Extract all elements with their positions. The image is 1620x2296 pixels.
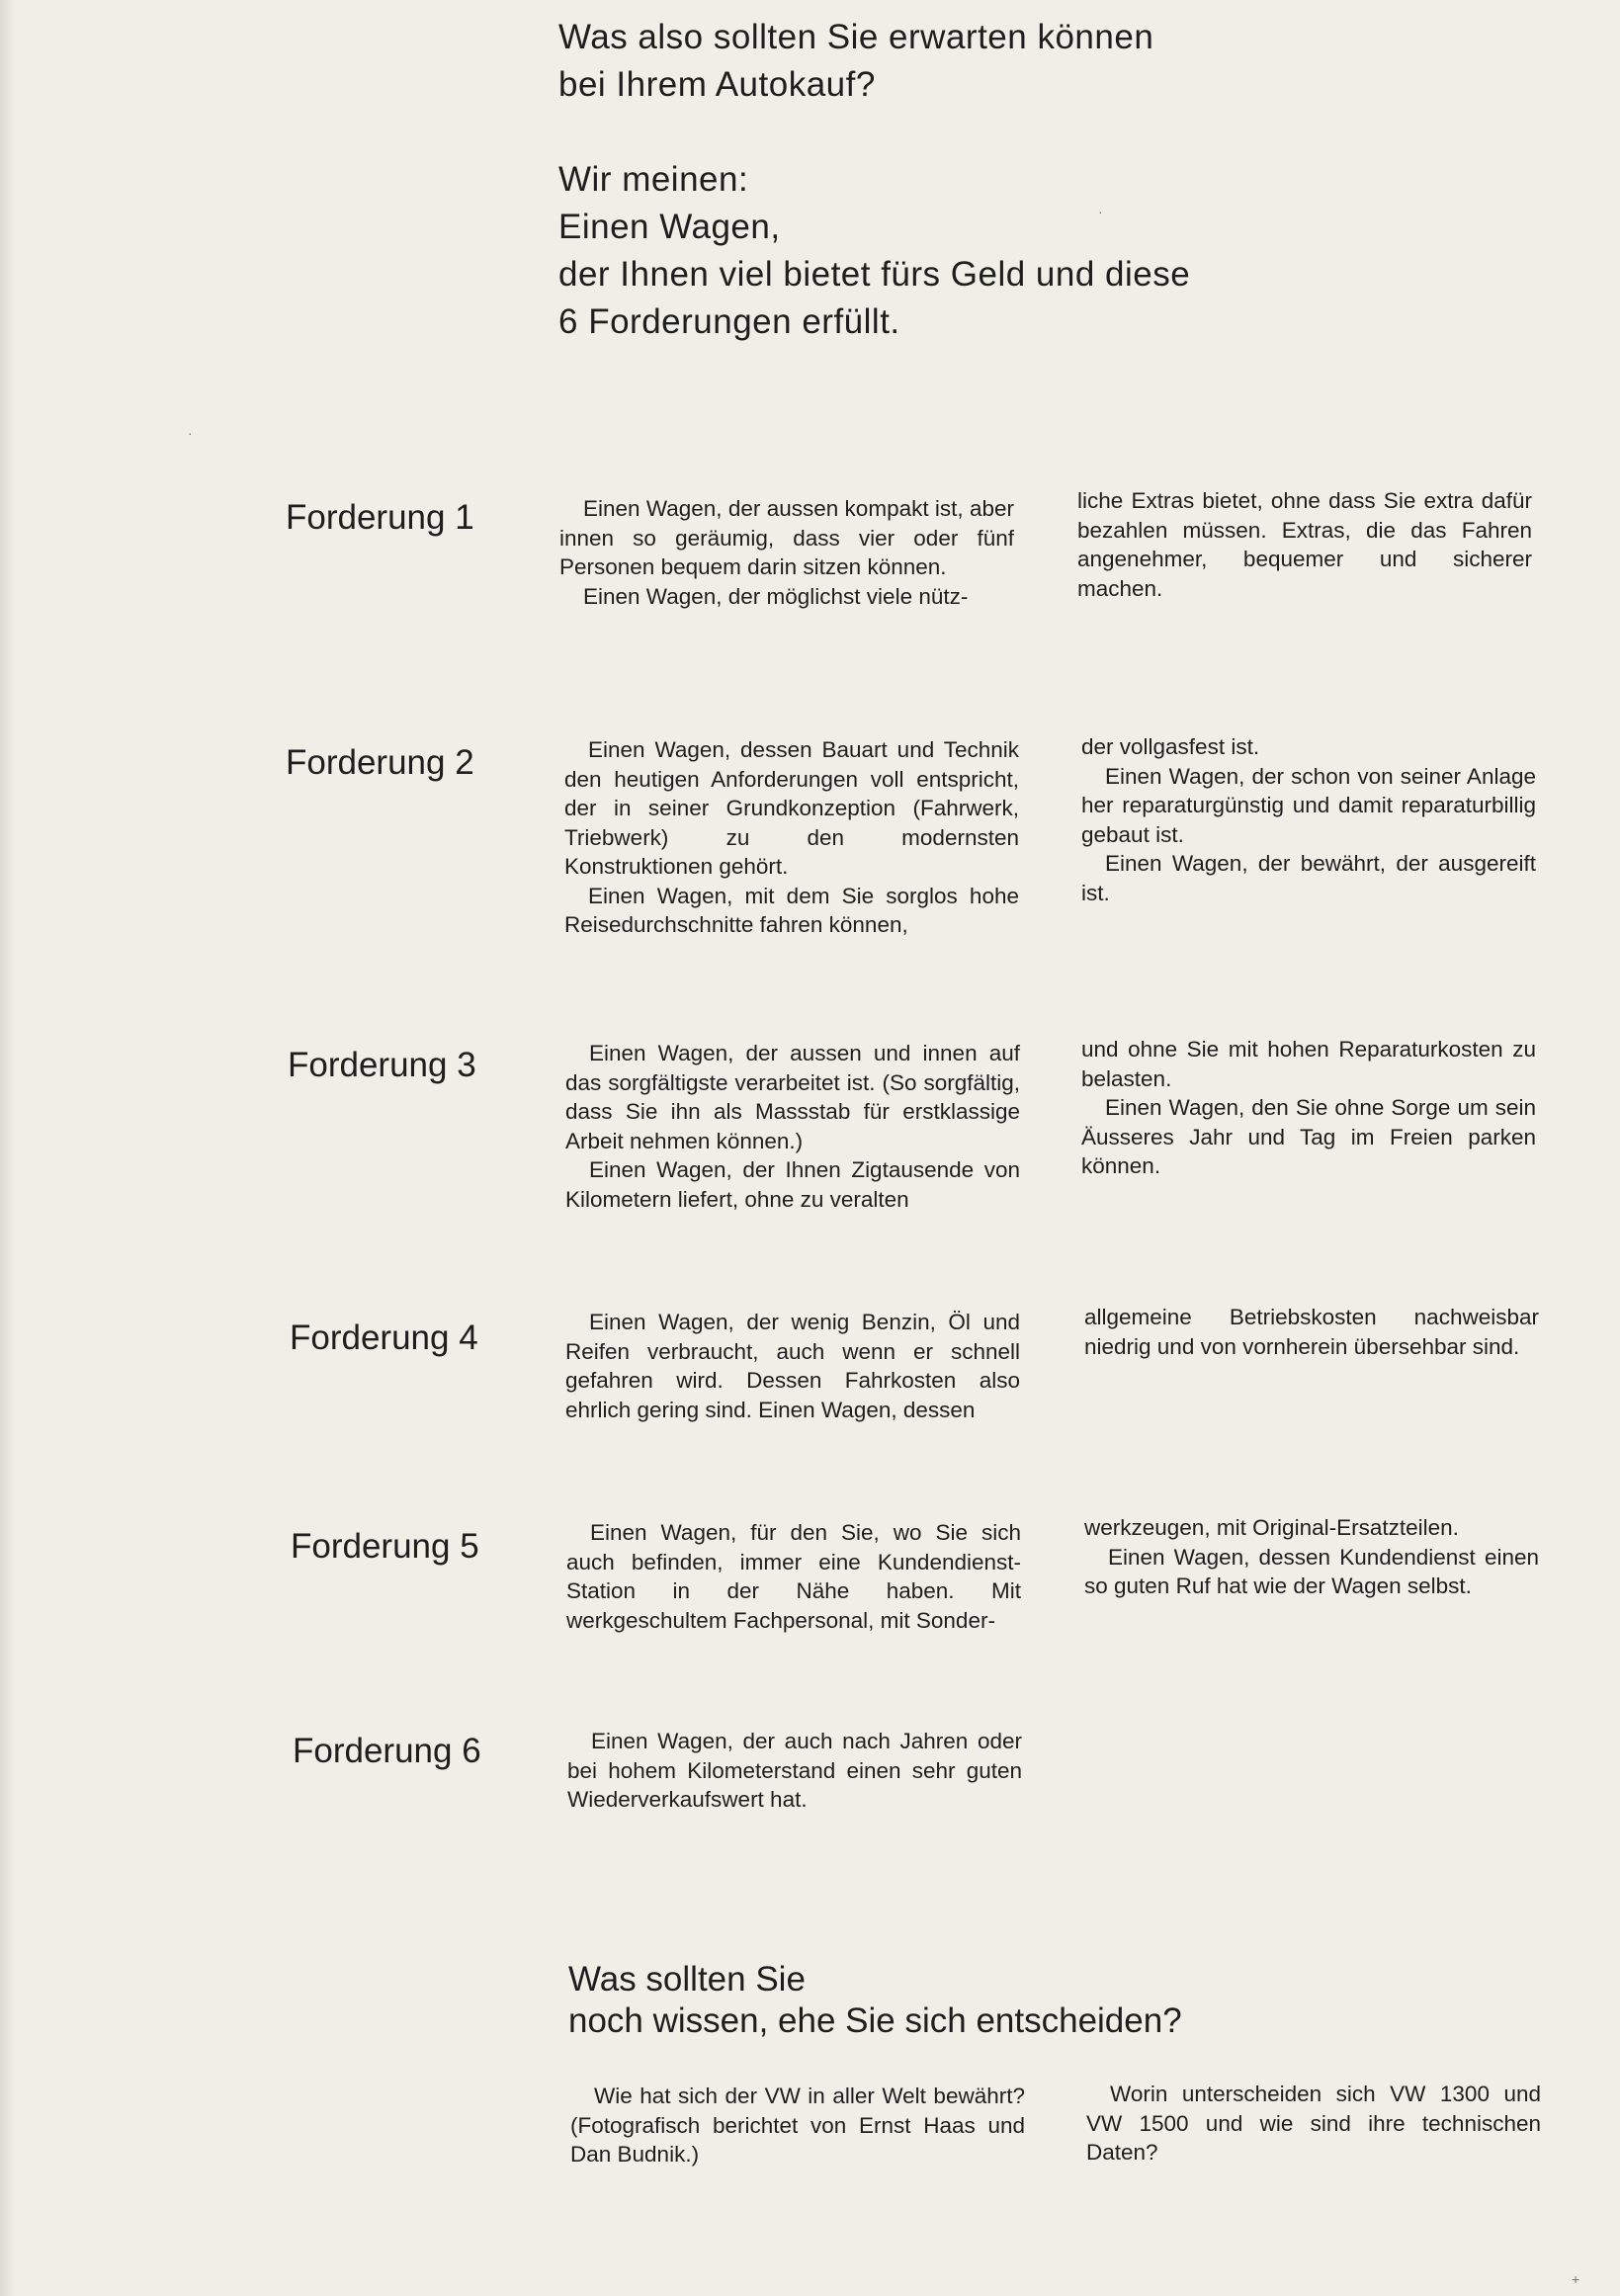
paragraph: Einen Wagen, der wenig Benzin, Öl und Reifen verbraucht, auch wenn er schnell gefahren wird. Dessen Fahrkosten also ehrlich gering sind. Einen Wagen, dessen bbox=[565, 1310, 1020, 1422]
requirement-text-col1 bbox=[567, 1727, 1022, 1815]
intro-line: Wir meinen: bbox=[558, 160, 749, 199]
requirement-text-col2 bbox=[1077, 486, 1532, 603]
paragraph: Einen Wagen, dessen Kundendienst einen so guten Ruf hat wie der Wagen selbst. bbox=[1084, 1544, 1539, 1598]
outro-heading bbox=[568, 1959, 1359, 2042]
paragraph: Einen Wagen, der möglichst viele nütz- bbox=[583, 583, 969, 609]
requirement-text-col1 bbox=[559, 494, 1014, 611]
paragraph: Einen Wagen, dessen Bauart und Technik den heutigen Anforderungen voll entspricht, der in seiner Grundkonzeption (Fahrwerk, Triebwerk) zu den modernsten Konstruktionen gehört. bbox=[564, 737, 1019, 879]
intro-line: 6 Forderungen erfüllt. bbox=[558, 302, 900, 341]
paragraph: Worin unterscheiden sich VW 1300 und VW 1500 und wie sind ihre technischen Daten? bbox=[1086, 2082, 1541, 2165]
intro-line: der Ihnen viel bietet fürs Geld und diese bbox=[558, 255, 1191, 294]
paragraph: Einen Wagen, der Ihnen Zigtausende von Kilometern liefert, ohne zu veralten bbox=[565, 1157, 1020, 1212]
paragraph: Einen Wagen, der schon von seiner Anlage her reparaturgünstig und damit reparaturbillig gebaut ist. bbox=[1081, 763, 1536, 847]
paragraph: Einen Wagen, der aussen kompakt ist, aber innen so geräumig, dass vier oder fünf Personen bequem darin sitzen können. bbox=[559, 496, 1014, 579]
requirement-label: Forderung 2 bbox=[286, 743, 474, 782]
paragraph: der vollgasfest ist. bbox=[1081, 734, 1260, 759]
requirement-text-col2 bbox=[1081, 732, 1536, 907]
paragraph: liche Extras bietet, ohne dass Sie extra dafür bezahlen müssen. Extras, die das Fahren angenehmer, bequemer und sicherer machen. bbox=[1077, 488, 1532, 601]
paragraph: Einen Wagen, den Sie ohne Sorge um sein Äusseres Jahr und Tag im Freien parken können. bbox=[1081, 1095, 1536, 1178]
paragraph: werkzeugen, mit Original-Ersatzteilen. bbox=[1084, 1515, 1459, 1540]
requirement-text-col1 bbox=[564, 735, 1019, 940]
outro-line: noch wissen, ehe Sie sich entscheiden? bbox=[568, 2001, 1182, 2040]
paragraph: Einen Wagen, der aussen und innen auf das sorgfältigste verarbeitet ist. (So sorgfältig, dass Sie ihn als Massstab für erstklassige Arbeit nehmen können.) bbox=[565, 1041, 1020, 1153]
outro-text-col2 bbox=[1086, 2080, 1541, 2168]
paragraph: und ohne Sie mit hohen Reparaturkosten zu belasten. bbox=[1081, 1037, 1536, 1091]
scan-speck: · bbox=[1098, 204, 1103, 219]
requirement-label: Forderung 4 bbox=[290, 1318, 478, 1357]
outro-text-col1 bbox=[570, 2082, 1025, 2169]
requirement-text-col1 bbox=[565, 1308, 1020, 1424]
intro-line: Einen Wagen, bbox=[558, 208, 781, 246]
intro-line: bei Ihrem Autokauf? bbox=[558, 65, 876, 104]
requirement-text-col2 bbox=[1084, 1513, 1539, 1601]
paragraph: Einen Wagen, der bewährt, der ausgereift ist. bbox=[1081, 851, 1536, 905]
scan-speck: · bbox=[188, 425, 193, 441]
intro-heading bbox=[558, 14, 1310, 346]
paragraph: Einen Wagen, mit dem Sie sorglos hohe Reisedurchschnitte fahren können, bbox=[564, 883, 1019, 937]
requirement-text-col2 bbox=[1081, 1035, 1536, 1181]
outro-line: Was sollten Sie bbox=[568, 1960, 806, 1998]
requirement-text-col2 bbox=[1084, 1303, 1539, 1361]
requirement-text-col1 bbox=[566, 1518, 1021, 1635]
requirement-label: Forderung 1 bbox=[286, 498, 474, 537]
requirement-label: Forderung 5 bbox=[291, 1527, 479, 1566]
requirement-label: Forderung 6 bbox=[293, 1732, 481, 1770]
registration-mark: + bbox=[1572, 2271, 1580, 2287]
requirement-label: Forderung 3 bbox=[288, 1046, 476, 1084]
requirement-text-col1 bbox=[565, 1039, 1020, 1214]
paragraph: allgemeine Betriebskosten nachweisbar niedrig und von vornherein übersehbar sind. bbox=[1084, 1305, 1539, 1359]
paragraph: Wie hat sich der VW in aller Welt bewährt? (Fotografisch berichtet von Ernst Haas und Dan Budnik.) bbox=[570, 2083, 1025, 2167]
page-edge bbox=[0, 0, 14, 2296]
paragraph: Einen Wagen, der auch nach Jahren oder bei hohem Kilometerstand einen sehr guten Wiederverkaufswert hat. bbox=[567, 1729, 1022, 1812]
paragraph: Einen Wagen, für den Sie, wo Sie sich auch befinden, immer eine Kundendienst-Station in der Nähe haben. Mit werkgeschultem Fachpersonal, mit Sonder- bbox=[566, 1520, 1021, 1633]
intro-line: Was also sollten Sie erwarten können bbox=[558, 18, 1154, 56]
